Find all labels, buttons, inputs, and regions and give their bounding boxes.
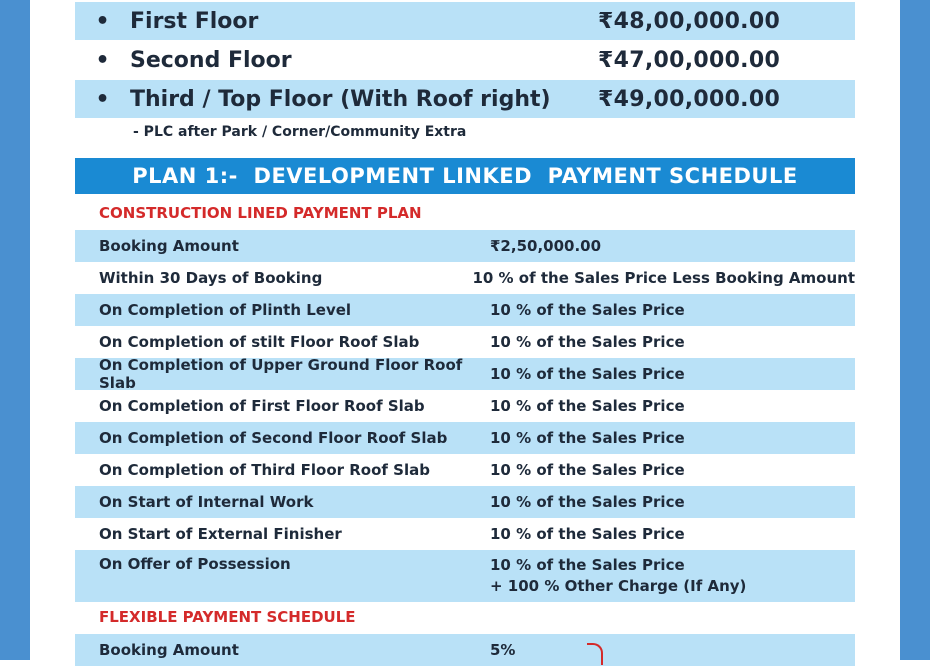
plan-title-bar xyxy=(75,158,855,194)
row-label: Booking Amount xyxy=(99,641,239,659)
floor-name: First Floor xyxy=(130,8,259,34)
row-value: 10 % of the Sales Price xyxy=(490,301,685,319)
table-row xyxy=(75,390,855,422)
row-label: On Completion of Upper Ground Floor Roof Slab xyxy=(99,356,463,392)
row-label: On Completion of Third Floor Roof Slab xyxy=(99,461,430,479)
row-value: 10 % of the Sales Price xyxy=(490,493,685,511)
row-label: On Completion of Second Floor Roof Slab xyxy=(99,429,448,447)
table-row xyxy=(75,358,855,390)
table-row xyxy=(75,230,855,262)
floor-price: ₹48,00,000.00 xyxy=(598,8,781,34)
floor-name: Third / Top Floor (With Roof right) xyxy=(130,86,551,112)
brace-mark xyxy=(587,643,603,665)
floor-price: ₹49,00,000.00 xyxy=(598,86,781,112)
bullet: • xyxy=(95,86,110,112)
floor-price-row-third xyxy=(75,80,855,118)
possession-value-line-2: + 100 % Other Charge (If Any) xyxy=(490,577,747,595)
table-row xyxy=(75,486,855,518)
row-value: 10 % of the Sales Price xyxy=(490,461,685,479)
floor-name: Second Floor xyxy=(130,47,292,73)
table-row xyxy=(75,422,855,454)
row-value: 10 % of the Sales Price Less Booking Amount xyxy=(472,269,855,287)
row-value: 10 % of the Sales Price xyxy=(490,333,685,351)
row-value: 5% xyxy=(490,641,516,659)
possession-value-line-1: 10 % of the Sales Price xyxy=(490,556,685,574)
plc-note: - PLC after Park / Corner/Community Extra xyxy=(133,124,467,140)
row-label: Booking Amount xyxy=(99,237,239,255)
construction-plan-title: CONSTRUCTION LINED PAYMENT PLAN xyxy=(99,204,422,222)
row-label: On Completion of Plinth Level xyxy=(99,301,352,319)
table-row xyxy=(75,262,855,294)
row-label: On Start of Internal Work xyxy=(99,493,314,511)
row-value: 10 % of the Sales Price xyxy=(490,397,685,415)
table-row xyxy=(75,518,855,550)
row-label: On Offer of Possession xyxy=(99,555,291,573)
table-row xyxy=(75,326,855,358)
row-value: 10 % of the Sales Price xyxy=(490,525,685,543)
flexible-plan-title: FLEXIBLE PAYMENT SCHEDULE xyxy=(99,608,356,626)
row-label: On Completion of stilt Floor Roof Slab xyxy=(99,333,420,351)
row-label: Within 30 Days of Booking xyxy=(99,269,323,287)
table-row xyxy=(75,454,855,486)
bullet: • xyxy=(95,8,110,34)
floor-price: ₹47,00,000.00 xyxy=(598,47,781,73)
table-row-possession xyxy=(75,550,855,602)
page-frame-right xyxy=(900,0,930,660)
row-value: 10 % of the Sales Price xyxy=(490,429,685,447)
row-label: On Start of External Finisher xyxy=(99,525,342,543)
table-row xyxy=(75,294,855,326)
document-sheet xyxy=(30,0,900,660)
floor-price-row-first xyxy=(75,2,855,40)
row-label: On Completion of First Floor Roof Slab xyxy=(99,397,425,415)
plan-title: PLAN 1:- DEVELOPMENT LINKED PAYMENT SCHEDULE xyxy=(132,164,798,188)
page-frame-left xyxy=(0,0,30,660)
table-row xyxy=(75,634,855,666)
floor-price-row-second xyxy=(75,41,855,79)
bullet: • xyxy=(95,47,110,73)
row-value xyxy=(490,555,855,597)
row-value: ₹2,50,000.00 xyxy=(490,237,602,255)
row-value: 10 % of the Sales Price xyxy=(490,365,685,383)
